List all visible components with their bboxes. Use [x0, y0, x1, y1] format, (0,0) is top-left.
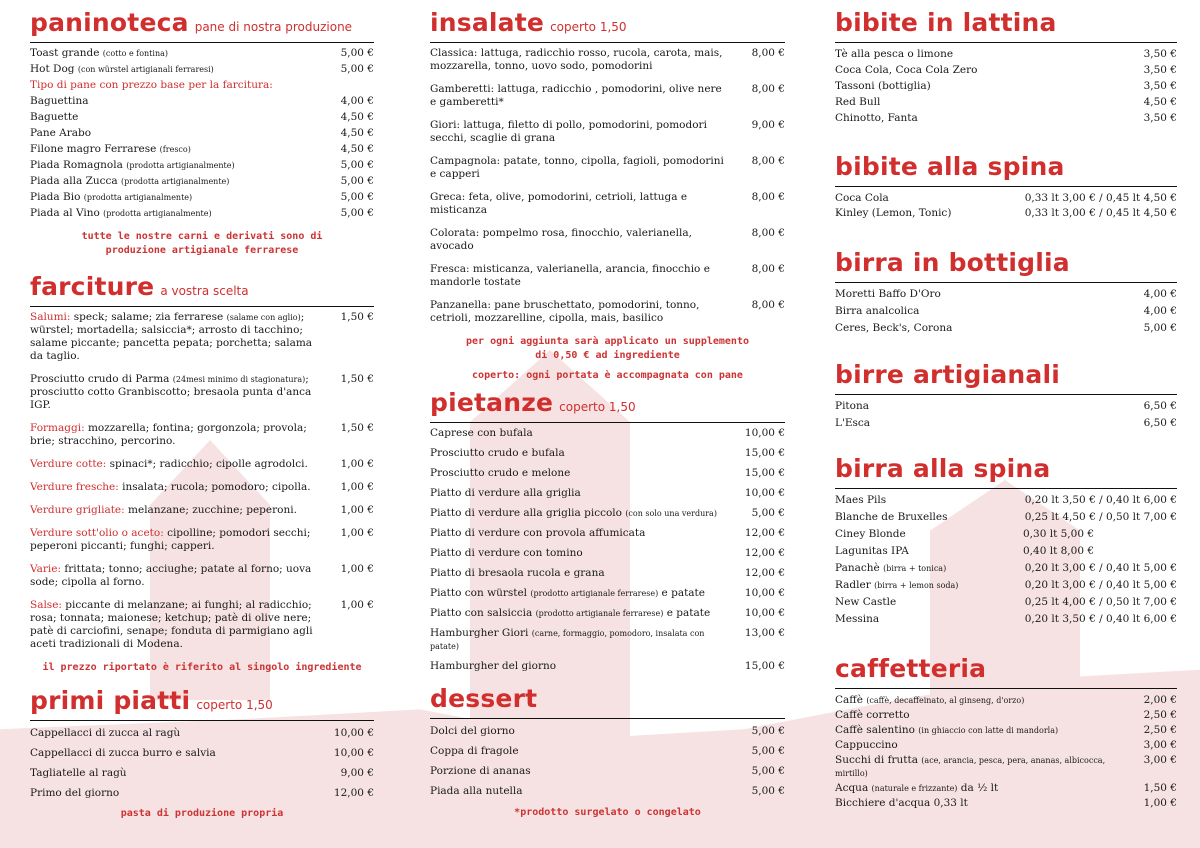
- section-insalate: [430, 8, 785, 383]
- section-bibite-lattina: [835, 8, 1177, 128]
- menu-item: Caffè (caffè, decaffeinato, al ginseng, d'orzo) 2,00 €: [835, 694, 1177, 706]
- section-pietanze: [430, 388, 785, 680]
- section-primi: [30, 686, 374, 821]
- menu-item: Classica: lattuga, radicchio rosso, rucola, carota, mais, mozzarella, tonno, uovo sodo, pomodorini 8,00 €: [430, 47, 785, 72]
- section-farciture: [30, 272, 374, 675]
- menu-item: Campagnola: patate, tonno, cipolla, fagioli, pomodorini e capperi 8,00 €: [430, 155, 785, 180]
- section-subtitle: coperto 1,50: [196, 698, 273, 712]
- menu-item: Prosciutto crudo e melone 15,00 €: [430, 467, 785, 479]
- menu-item: Panzanella: pane bruschettato, pomodorini, tonno, cetrioli, mozzarelline, cipolla, mais, basilico 8,00 €: [430, 299, 785, 324]
- menu-item: Coca Cola 0,33 lt 3,00 € / 0,45 lt 4,50 €: [835, 192, 1177, 204]
- section-title: dessert: [430, 684, 538, 713]
- menu-item: Salumi: speck; salame; zia ferrarese (salame con aglio); würstel; mortadella; salsiccia*; arrosto di tacchino; salame piccante; pancetta pepata; porchetta; salama da taglio. 1,50 €: [30, 311, 374, 362]
- menu-item: Toast grande (cotto e fontina) 5,00 €: [30, 47, 374, 59]
- frozen-note: *prodotto surgelato o congelato: [514, 807, 701, 818]
- menu-item: Verdure fresche: insalata; rucola; pomodoro; cipolla. 1,00 €: [30, 481, 374, 493]
- section-caffetteria: [835, 654, 1177, 812]
- supplement-note: per ogni aggiunta sarà applicato un supplemento di 0,50 € ad ingrediente: [466, 336, 749, 361]
- menu-item: Dolci del giorno 5,00 €: [430, 725, 785, 737]
- menu-item: Formaggi: mozzarella; fontina; gorgonzola; provola; brie; stracchino, percorino. 1,50 €: [30, 422, 374, 447]
- menu-item: Tè alla pesca o limone 3,50 €: [835, 48, 1177, 60]
- section-title: bibite in lattina: [835, 8, 1057, 37]
- meat-note: tutte le nostre carni e derivati sono di produzione artigianale ferrarese: [81, 231, 323, 256]
- menu-item: Piada Bio (prodotta artigianalmente) 5,00 €: [30, 191, 374, 203]
- menu-item: Moretti Baffo D'Oro 4,00 €: [835, 288, 1177, 300]
- section-title: birra in bottiglia: [835, 248, 1070, 277]
- menu-item: Lagunitas IPA 0,40 lt 8,00 €: [835, 545, 1095, 557]
- pasta-note: pasta di produzione propria: [120, 808, 284, 819]
- menu-item: Piatto di bresaola rucola e grana 12,00 €: [430, 567, 785, 579]
- menu-item: Baguette 4,50 €: [30, 111, 374, 123]
- menu-item: Messina 0,20 lt 3,50 € / 0,40 lt 6,00 €: [835, 613, 1177, 625]
- menu-item: Piada alla Zucca (prodotta artigianalmente) 5,00 €: [30, 175, 374, 187]
- menu-item: Coppa di fragole 5,00 €: [430, 745, 785, 757]
- section-birre-artigianali: [835, 360, 1177, 434]
- menu-item: Caffè salentino (in ghiaccio con latte di mandorla) 2,50 €: [835, 724, 1177, 736]
- menu-item: Piada alla nutella 5,00 €: [430, 785, 785, 797]
- menu-item: Chinotto, Fanta 3,50 €: [835, 112, 1177, 124]
- menu-item: Cappellacci di zucca al ragù 10,00 €: [30, 727, 374, 739]
- cover-note: coperto: ogni portata è accompagnata con pane: [472, 370, 743, 381]
- menu-item: Varie: frittata; tonno; acciughe; patate al forno; uova sode; cipolla al forno. 1,00 €: [30, 563, 374, 588]
- menu-item: New Castle 0,25 lt 4,00 € / 0,50 lt 7,00 €: [835, 596, 1177, 608]
- menu-item: Greca: feta, olive, pomodorini, cetrioli, lattuga e misticanza 8,00 €: [430, 191, 785, 216]
- menu-item: Coca Cola, Coca Cola Zero 3,50 €: [835, 64, 1177, 76]
- section-paninoteca: [30, 8, 374, 258]
- menu-item: Panachè (birra + tonica) 0,20 lt 3,00 € / 0,40 lt 5,00 €: [835, 562, 1177, 574]
- section-subtitle: coperto 1,50: [550, 20, 627, 34]
- menu-item: Piada Romagnola (prodotta artigianalmente) 5,00 €: [30, 159, 374, 171]
- menu-item: Prosciutto crudo e bufala 15,00 €: [430, 447, 785, 459]
- section-title: paninoteca: [30, 8, 189, 37]
- section-bibite-spina: [835, 152, 1177, 222]
- section-title: caffetteria: [835, 654, 987, 683]
- section-title: insalate: [430, 8, 545, 37]
- menu-item: Caffè corretto 2,50 €: [835, 709, 1177, 721]
- section-title: farciture: [30, 272, 155, 301]
- menu-item: Pane Arabo 4,50 €: [30, 127, 374, 139]
- menu-item: Bicchiere d'acqua 0,33 lt 1,00 €: [835, 797, 1177, 809]
- section-subtitle: a vostra scelta: [160, 284, 249, 298]
- section-birra-bottiglia: [835, 248, 1177, 339]
- menu-item: Piatto di verdure con provola affumicata 12,00 €: [430, 527, 785, 539]
- section-title: birre artigianali: [835, 360, 1061, 389]
- menu-item: Giori: lattuga, filetto di pollo, pomodorini, pomodori secchi, scaglie di grana 9,00 €: [430, 119, 785, 144]
- menu-item: Cappellacci di zucca burro e salvia 10,00 €: [30, 747, 374, 759]
- menu-item: Blanche de Bruxelles 0,25 lt 4,50 € / 0,50 lt 7,00 €: [835, 511, 1177, 523]
- menu-item: Cappuccino 3,00 €: [835, 739, 1177, 751]
- menu-item: Hot Dog (con würstel artigianali ferraresi) 5,00 €: [30, 63, 374, 75]
- menu-item: Porzione di ananas 5,00 €: [430, 765, 785, 777]
- menu-item: Verdure cotte: spinaci*; radicchio; cipolle agrodolci. 1,00 €: [30, 458, 374, 470]
- menu-item: Acqua (naturale e frizzante) da ½ lt 1,50 €: [835, 782, 1177, 794]
- menu-item: Piatto con salsiccia (prodotto artigianale ferrarese) e patate 10,00 €: [430, 607, 785, 619]
- menu-item: Kinley (Lemon, Tonic) 0,33 lt 3,00 € / 0,45 lt 4,50 €: [835, 207, 1177, 219]
- menu-item: Piatto di verdure alla griglia piccolo (con solo una verdura) 5,00 €: [430, 507, 785, 519]
- menu-item: Salse: piccante di melanzane; ai funghi; al radicchio; rosa; tonnata; maionese; ketchup; patè di olive nere; patè di carciofini, senape; fonduta di parmigiano agli aceti tradizionali di Modena. 1,00 €: [30, 599, 374, 650]
- menu-item: Ceres, Beck's, Corona 5,00 €: [835, 322, 1177, 334]
- menu-item: Colorata: pompelmo rosa, finocchio, valerianella, avocado 8,00 €: [430, 227, 785, 252]
- menu-item: Gamberetti: lattuga, radicchio , pomodorini, olive nere e gamberetti* 8,00 €: [430, 83, 785, 108]
- menu-item: Hamburgher del giorno 15,00 €: [430, 660, 785, 672]
- bread-type-label: Tipo di pane con prezzo base per la farcitura:: [30, 79, 273, 91]
- section-birra-spina: [835, 454, 1177, 630]
- menu-item: Birra analcolica 4,00 €: [835, 305, 1177, 317]
- section-title: primi piatti: [30, 686, 191, 715]
- menu-item: Verdure grigliate: melanzane; zucchine; peperoni. 1,00 €: [30, 504, 374, 516]
- menu-item: Filone magro Ferrarese (fresco) 4,50 €: [30, 143, 374, 155]
- section-subtitle: coperto 1,50: [559, 400, 636, 414]
- menu-item: Radler (birra + lemon soda) 0,20 lt 3,00 € / 0,40 lt 5,00 €: [835, 579, 1177, 591]
- section-title: bibite alla spina: [835, 152, 1065, 181]
- menu-item: Fresca: misticanza, valerianella, arancia, finocchio e mandorle tostate 8,00 €: [430, 263, 785, 288]
- menu-item: Ciney Blonde 0,30 lt 5,00 €: [835, 528, 1095, 540]
- menu-item: Primo del giorno 12,00 €: [30, 787, 374, 799]
- menu-item: L'Esca 6,50 €: [835, 417, 1177, 429]
- ingredient-note: il prezzo riportato è riferito al singolo ingrediente: [42, 662, 362, 673]
- menu-item: Caprese con bufala 10,00 €: [430, 427, 785, 439]
- menu-item: Pitona 6,50 €: [835, 400, 1177, 412]
- menu-item: Red Bull 4,50 €: [835, 96, 1177, 108]
- menu-item: Succhi di frutta (ace, arancia, pesca, pera, ananas, albicocca, mirtillo) 3,00 €: [835, 754, 1177, 778]
- menu-item: Hamburgher Giori (carne, formaggio, pomodoro, insalata con patate) 13,00 €: [430, 627, 785, 651]
- section-title: pietanze: [430, 388, 554, 417]
- menu-item: Baguettina 4,00 €: [30, 95, 374, 107]
- menu-item: Piatto di verdure con tomino 12,00 €: [430, 547, 785, 559]
- menu-item: Tassoni (bottiglia) 3,50 €: [835, 80, 1177, 92]
- menu-item: Tagliatelle al ragù 9,00 €: [30, 767, 374, 779]
- menu-item: Piada al Vino (prodotta artigianalmente) 5,00 €: [30, 207, 374, 219]
- section-subtitle: pane di nostra produzione: [194, 20, 353, 34]
- menu-item: Piatto di verdure alla griglia 10,00 €: [430, 487, 785, 499]
- section-title: birra alla spina: [835, 454, 1051, 483]
- menu-item: Maes Pils 0,20 lt 3,50 € / 0,40 lt 6,00 €: [835, 494, 1177, 506]
- section-dessert: [430, 684, 785, 820]
- menu-item: Piatto con würstel (prodotto artigianale ferrarese) e patate 10,00 €: [430, 587, 785, 599]
- menu-item: Prosciutto crudo di Parma (24mesi minimo di stagionatura); prosciutto cotto Granbiscotto; bresaola punta d'anca IGP. 1,50 €: [30, 373, 374, 411]
- menu-item: Verdure sott'olio o aceto: cipolline; pomodori secchi; peperoni piccanti; funghi; capperi. 1,00 €: [30, 527, 374, 552]
